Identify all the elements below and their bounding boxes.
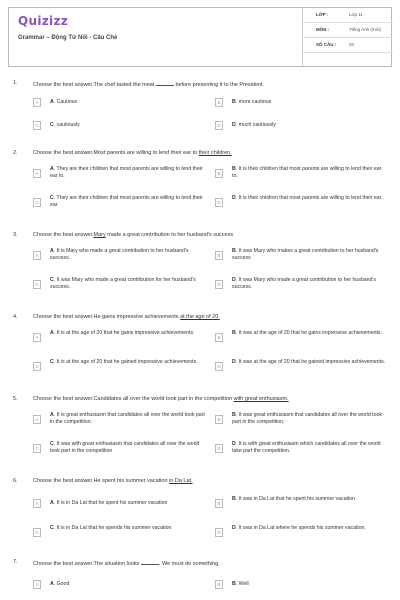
option-letter-box: B — [215, 333, 223, 342]
option-text: It was in Da Lat that he spent his summer vacation — [238, 496, 355, 502]
option-text: more cautious — [238, 99, 272, 105]
option-letter: A — [50, 412, 54, 418]
option-text: They are their children that most parents are willing to lend their ear — [50, 195, 203, 209]
option-text: It was great enthusiasm that candidates all over the world took part in the competition. — [232, 412, 382, 426]
option-a[interactable]: A A. It is great enthusiasm that candidates all over the world took part in the competition. — [33, 412, 205, 429]
option-letter-box: A — [33, 98, 41, 107]
option-d[interactable]: D D. It was at the age of 20 that he gained impressive achievements. — [215, 359, 387, 376]
option-letter: C — [50, 277, 54, 283]
option-text: Cautious — [56, 99, 78, 105]
option-letter-box: A — [33, 580, 41, 589]
option-letter-box: B — [215, 415, 223, 424]
question-prefix: Choose the best answer. — [33, 478, 94, 484]
option-letter: D — [232, 525, 236, 531]
option-letter-box: B — [215, 580, 223, 589]
underlined-phrase: with great enthusiasm. — [233, 396, 289, 402]
option-letter-box: B — [215, 169, 223, 178]
option-d[interactable]: D D. It is their children that most parents are willing to lend their ear. — [215, 195, 387, 212]
option-letter-box: A — [33, 499, 41, 508]
option-text: Good — [56, 581, 70, 587]
question-text — [33, 150, 388, 156]
option-text: It was in Da Lat where he spends his summer vacation. — [238, 525, 366, 531]
option-letter: B — [232, 412, 236, 418]
question-count-value: 20 — [349, 42, 355, 47]
option-letter-box: A — [33, 415, 41, 424]
question-prefix: Choose the best answer. — [33, 396, 94, 402]
option-letter: C — [50, 359, 54, 365]
question-number: 7. — [13, 559, 18, 565]
option-text: It is with great enthusiasm which candidates all over the world take part the competition. — [232, 441, 381, 455]
option-b[interactable]: B B. It was in Da Lat that he spent his summer vacation — [215, 496, 387, 513]
option-letter-box: A — [33, 333, 41, 342]
option-b[interactable]: B B. It is their children that most parents are willing to lend their ear to. — [215, 166, 387, 183]
option-a[interactable]: A A. They are their children that most parents are willing to lend their ear to. — [33, 166, 205, 183]
question-number: 4. — [13, 314, 18, 320]
question-count-label: SỐ CÂU : — [316, 42, 337, 47]
option-text: It is their children that most parents are willing to lend their ear to. — [232, 166, 382, 180]
question-prefix: Choose the best answer. — [33, 150, 94, 156]
option-text: It is at the age of 20 that he gained impressive achievements. — [56, 359, 198, 365]
option-letter-box: D — [215, 362, 223, 371]
question-text-pre: He spent his summer vacation — [93, 478, 170, 484]
option-letter-box: C — [33, 444, 41, 453]
option-letter: A — [50, 500, 54, 506]
worksheet-title: Grammar – Động Từ Nối - Câu Chẻ — [18, 35, 118, 41]
option-letter: B — [232, 330, 236, 336]
option-letter: D — [232, 195, 236, 201]
underlined-phrase: in Da Lat. — [169, 478, 193, 484]
option-letter-box: D — [215, 280, 223, 289]
option-text: It is in Da Lat that he spent his summer vacation — [56, 500, 168, 506]
option-d[interactable]: D D. It is with great enthusiasm which candidates all over the world take part the competition. — [215, 441, 387, 458]
option-d[interactable]: D D. much cautiously — [215, 118, 387, 135]
option-letter: A — [50, 330, 54, 336]
option-b[interactable]: B B. It was at the age of 20 that he gains impressive achievements. — [215, 330, 387, 347]
option-text: It is Mary who made a great contribution to her husband's success. — [50, 248, 189, 262]
option-letter-box: C — [33, 198, 41, 207]
option-letter: B — [232, 99, 236, 105]
question-text — [33, 314, 388, 320]
question-text-pre: He gains impressive achievements — [93, 314, 181, 320]
underlined-phrase: Mary — [93, 232, 106, 238]
option-text: Well — [238, 581, 249, 587]
option-d[interactable]: D D. It was Mary who made a great contribution to her husband's success. — [215, 277, 387, 294]
option-letter-box: D — [215, 528, 223, 537]
option-a[interactable]: A A. Good — [33, 577, 205, 594]
option-text: It is their children that most parents are willing to lend their ear. — [238, 195, 383, 201]
worksheet-header — [8, 7, 392, 67]
option-c[interactable]: C C. It was with great enthusiasm that candidates all over the world took part in the competition — [33, 441, 205, 458]
question-text-pre: The situation looks — [93, 561, 141, 567]
option-letter-box: A — [33, 169, 41, 178]
option-letter: A — [50, 166, 54, 172]
option-c[interactable]: C C. It is at the age of 20 that he gained impressive achievements. — [33, 359, 205, 376]
option-c[interactable]: C C. It was Mary who made a great contribution for her husband's success. — [33, 277, 205, 294]
answer-blank — [141, 559, 159, 565]
option-c[interactable]: C C. It is in Da Lat that he spends his summer vacation — [33, 525, 205, 542]
option-letter: C — [50, 525, 54, 531]
option-letter-box: B — [215, 251, 223, 260]
question-text — [33, 478, 388, 484]
question-text-post: . We must do something. — [158, 561, 220, 567]
option-b[interactable]: B B. more cautious — [215, 95, 387, 112]
option-a[interactable]: A A. It is at the age of 20 that he gains impressive achievements. — [33, 330, 205, 347]
option-c[interactable]: C C. cautiously — [33, 118, 205, 135]
answer-blank — [156, 80, 174, 86]
option-letter: D — [232, 277, 236, 283]
option-letter: C — [50, 122, 54, 128]
option-a[interactable]: A A. Cautious — [33, 95, 205, 112]
option-c[interactable]: C C. They are their children that most parents are willing to lend their ear — [33, 195, 205, 212]
option-letter-box: B — [215, 98, 223, 107]
question-number: 6. — [13, 478, 18, 484]
class-label: LỚP : — [316, 12, 329, 17]
option-letter-box: C — [33, 280, 41, 289]
option-text: It is at the age of 20 that he gains impressive achievements. — [56, 330, 195, 336]
option-a[interactable]: A A. It is in Da Lat that he spent his summer vacation — [33, 496, 205, 513]
option-letter-box: C — [33, 121, 41, 130]
option-letter: B — [232, 248, 236, 254]
option-text: It was at the age of 20 that he gained impressive achievements. — [238, 359, 386, 365]
question-number: 3. — [13, 232, 18, 238]
underlined-phrase: at the age of 20. — [180, 314, 220, 320]
option-letter-box: D — [215, 121, 223, 130]
option-text: cautiously — [56, 122, 80, 128]
option-letter: B — [232, 166, 236, 172]
option-letter: B — [232, 581, 236, 587]
option-text: It was with great enthusiasm that candidates all over the world took part in the competition — [50, 441, 200, 455]
question-prefix: Choose the best answer. — [33, 314, 94, 320]
question-text-pre: Most parents are willing to lend their ear to — [93, 150, 199, 156]
meta-row-subject — [303, 23, 393, 38]
option-letter: C — [50, 195, 54, 201]
option-letter: A — [50, 581, 54, 587]
question-number: 5. — [13, 396, 18, 402]
subject-label: MÔN : — [316, 27, 330, 32]
option-b[interactable]: B B. It was great enthusiasm that candidates all over the world took part in the competition. — [215, 412, 387, 429]
option-letter-box: C — [33, 528, 41, 537]
option-letter: D — [232, 441, 236, 447]
option-a[interactable]: A A. It is Mary who made a great contribution to her husband's success. — [33, 248, 205, 265]
question-prefix: Choose the best answer. — [33, 561, 94, 567]
option-text: It was at the age of 20 that he gains impressive achievements. — [238, 330, 382, 336]
meta-table — [302, 8, 393, 66]
underlined-phrase: their children. — [198, 150, 232, 156]
question-text-post: made a great contribution to her husband's success — [105, 232, 234, 238]
question-text-post: before presenting it to the President. — [173, 82, 265, 88]
option-text: They are their children that most parents are willing to lend their ear to. — [50, 166, 203, 180]
option-text: It is great enthusiasm that candidates all over the world took part in the competition. — [50, 412, 205, 426]
question-number: 1. — [13, 80, 18, 86]
option-text: It was Mary who made a great contribution for her husband's success. — [50, 277, 196, 291]
option-text: It is in Da Lat that he spends his summer vacation — [56, 525, 172, 531]
question-prefix: Choose the best answer. — [33, 232, 94, 238]
option-letter-box: A — [33, 251, 41, 260]
option-text: It was Mary who makes a great contribution to her husband's success — [232, 248, 379, 262]
option-letter-box: D — [215, 444, 223, 453]
option-letter-box: B — [215, 499, 223, 508]
option-b[interactable]: B B. Well — [215, 577, 387, 594]
option-letter: D — [232, 122, 236, 128]
option-text: much cautiously — [238, 122, 276, 128]
question-number: 2. — [13, 150, 18, 156]
subject-value: Tiếng Anh (mới) — [349, 27, 382, 32]
question-text — [33, 232, 388, 238]
option-letter-box: C — [33, 362, 41, 371]
quizizz-logo: Quizizz — [18, 14, 69, 28]
option-letter: C — [50, 441, 54, 447]
option-d[interactable]: D D. It was in Da Lat where he spends his summer vacation. — [215, 525, 387, 542]
option-text: It was Mary who made a great contribution to her husband's success. — [232, 277, 377, 291]
question-text-pre: Candidates all over the world took part in the competition — [93, 396, 234, 402]
question-prefix: Choose the best answer. — [33, 82, 94, 88]
question-text — [33, 80, 388, 88]
option-letter: A — [50, 99, 54, 105]
question-text — [33, 396, 388, 402]
option-letter: A — [50, 248, 54, 254]
question-text-pre: The chef tasted the meat — [93, 82, 156, 88]
option-letter: D — [232, 359, 236, 365]
meta-row-class — [303, 8, 393, 23]
option-letter: B — [232, 496, 236, 502]
meta-row-count — [303, 38, 393, 53]
question-text — [33, 559, 388, 567]
class-value: Lớp 11 — [349, 12, 363, 17]
option-letter-box: D — [215, 198, 223, 207]
option-b[interactable]: B B. It was Mary who makes a great contribution to her husband's success — [215, 248, 387, 265]
